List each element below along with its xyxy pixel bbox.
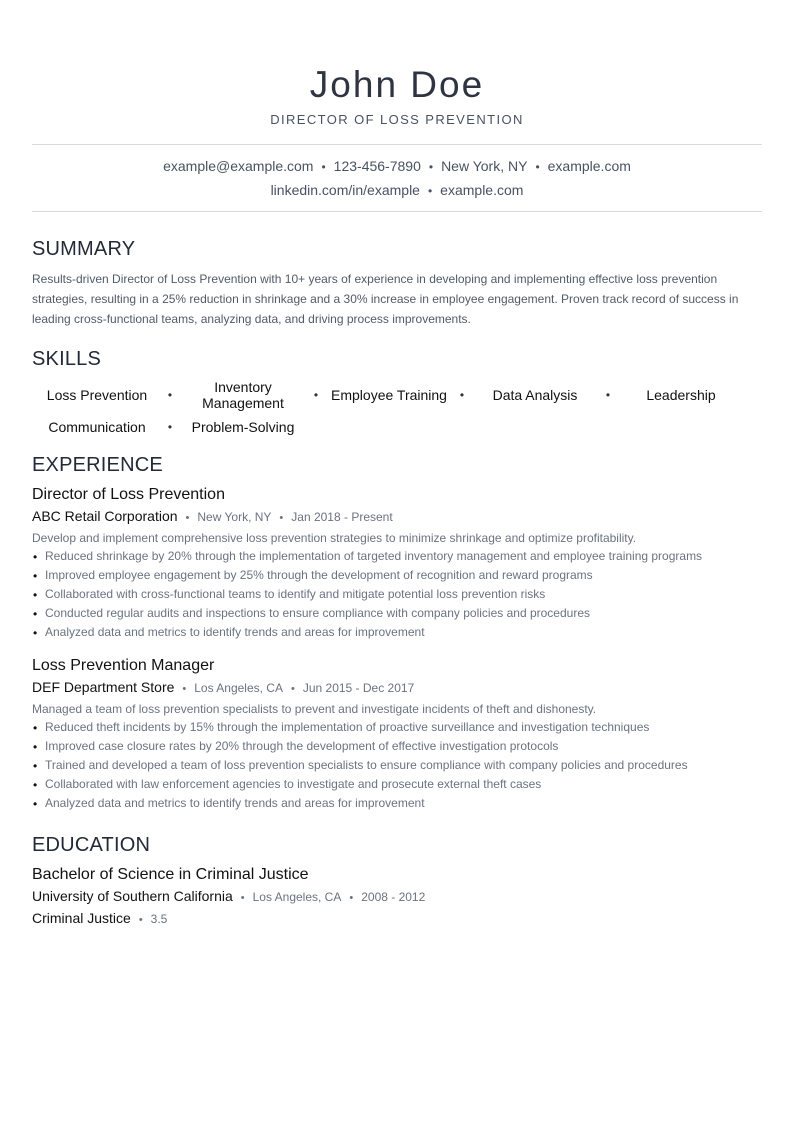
contact-website[interactable]: example.com [547, 158, 631, 174]
meta-separator: • [182, 683, 187, 695]
summary-heading: SUMMARY [32, 238, 136, 260]
bullet-item [32, 604, 762, 623]
contact-location: New York, NY [441, 158, 528, 174]
job-entry [32, 656, 762, 813]
education-section [32, 833, 762, 929]
contact-phone[interactable]: 123-456-7890 [333, 158, 421, 174]
contact-linkedin[interactable]: linkedin.com/in/example [270, 182, 420, 198]
school-dates: 2008 - 2012 [361, 890, 426, 904]
bullet-text: Reduced theft incidents by 15% through the implementation of proactive surveillance and investigation techniques [45, 720, 650, 734]
contact-separator: • [428, 160, 434, 174]
meta-separator: • [290, 683, 295, 695]
bullet-text: Conducted regular audits and inspections to ensure compliance with company policies and procedures [45, 606, 590, 620]
bullet-item [32, 775, 762, 794]
school-location: Los Angeles, CA [252, 890, 342, 904]
skill-separator: • [167, 388, 173, 402]
job-bullets [32, 547, 762, 642]
bullet-item [32, 566, 762, 585]
bullet-text: Trained and developed a team of loss prevention specialists to ensure compliance with company policies and procedures [45, 758, 688, 772]
skill-item: Communication [48, 419, 146, 435]
contact-info [32, 155, 762, 203]
bullet-item [32, 737, 762, 756]
bullet-text: Reduced shrinkage by 20% through the implementation of targeted inventory management and employee training programs [45, 549, 703, 563]
job-entry [32, 485, 762, 642]
skill-separator: • [313, 388, 319, 402]
job-dates: Jun 2015 - Dec 2017 [302, 681, 415, 695]
meta-separator: • [279, 512, 284, 524]
bullet-item [32, 547, 762, 566]
skill-item: Data Analysis [492, 387, 578, 403]
bullet-dot: • [33, 778, 38, 792]
skill-item: Leadership [646, 387, 716, 403]
skill-item: Loss Prevention [46, 387, 148, 403]
experience-heading: EXPERIENCE [32, 454, 163, 476]
candidate-name: John Doe [309, 64, 485, 105]
skills-section [32, 347, 762, 439]
bullet-text: Collaborated with law enforcement agencies to investigate and prosecute external theft cases [45, 777, 542, 791]
bullet-dot: • [33, 550, 38, 564]
bullet-item [32, 623, 762, 642]
contact-separator: • [321, 160, 326, 174]
bullet-text: Collaborated with cross-functional teams to identify and mitigate potential loss prevention risks [45, 587, 546, 601]
bullet-item [32, 585, 762, 604]
contact-email[interactable]: example@example.com [163, 158, 314, 174]
school-name: University of Southern California [32, 888, 233, 904]
summary-text: Results-driven Director of Loss Prevention with 10+ years of experience in developing and implementing effective loss prevention strategies, resulting in a 25% reduction in shrinkage and a 30% increase in employee engagement. Proven track record of success in leading cross-functional teams, analyzing data, and driving process improvements. [32, 272, 739, 326]
education-heading: EDUCATION [32, 834, 151, 856]
bullet-text: Analyzed data and metrics to identify trends and areas for improvement [45, 625, 425, 639]
bullet-dot: • [33, 569, 38, 583]
job-location: Los Angeles, CA [194, 681, 283, 695]
gpa-value: 3.5 [150, 912, 168, 926]
skills-list [32, 379, 762, 439]
bullet-dot: • [33, 759, 38, 773]
bullet-item [32, 718, 762, 737]
skill-separator: • [605, 388, 611, 402]
meta-separator: • [185, 512, 190, 524]
contact-separator: • [535, 160, 540, 174]
job-description: Develop and implement comprehensive loss prevention strategies to minimize shrinkage and optimize profitability. [32, 531, 637, 545]
experience-section [32, 453, 762, 813]
job-dates: Jan 2018 - Present [291, 510, 393, 524]
job-meta [32, 678, 762, 698]
bullet-text: Analyzed data and metrics to identify trends and areas for improvement [45, 796, 425, 810]
contact-separator: • [427, 184, 433, 198]
field-of-study: Criminal Justice [32, 910, 131, 926]
summary-section [32, 237, 762, 329]
degree-title: Bachelor of Science in Criminal Justice [32, 866, 309, 883]
skill-item: Inventory Management [202, 379, 284, 411]
contact-website-2[interactable]: example.com [440, 182, 524, 198]
contact-line-1 [32, 155, 762, 179]
job-title: Director of Loss Prevention [32, 486, 225, 503]
skills-heading: SKILLS [32, 348, 102, 370]
candidate-title: DIRECTOR OF LOSS PREVENTION [270, 112, 524, 127]
skill-item: Employee Training [331, 387, 447, 403]
bullet-item [32, 794, 762, 813]
job-location: New York, NY [197, 510, 272, 524]
resume-header [32, 0, 762, 128]
bullet-text: Improved employee engagement by 25% through the development of recognition and reward programs [45, 568, 593, 582]
bullet-item [32, 756, 762, 775]
education-field-row [32, 909, 762, 929]
bullet-text: Improved case closure rates by 20% through the development of effective investigation protocols [45, 739, 559, 753]
meta-separator: • [349, 892, 354, 904]
contact-line-2 [32, 179, 762, 203]
job-bullets [32, 718, 762, 813]
meta-separator: • [240, 892, 245, 904]
job-description: Managed a team of loss prevention specialists to prevent and investigate incidents of theft and dishonesty. [32, 702, 597, 716]
skill-item: Problem-Solving [191, 419, 295, 435]
education-meta [32, 887, 762, 907]
bullet-dot: • [33, 607, 38, 621]
bullet-dot: • [33, 740, 38, 754]
bullet-dot: • [33, 588, 38, 602]
bullet-dot: • [33, 797, 38, 811]
header-divider-top [32, 144, 762, 145]
header-divider-bottom [32, 211, 762, 212]
job-company: ABC Retail Corporation [32, 508, 178, 524]
skill-separator: • [459, 388, 465, 402]
skill-separator: • [167, 420, 173, 434]
job-title: Loss Prevention Manager [32, 657, 215, 674]
bullet-dot: • [33, 721, 38, 735]
job-company: DEF Department Store [32, 679, 175, 695]
meta-separator: • [138, 914, 143, 926]
job-meta [32, 507, 762, 527]
bullet-dot: • [33, 626, 38, 640]
